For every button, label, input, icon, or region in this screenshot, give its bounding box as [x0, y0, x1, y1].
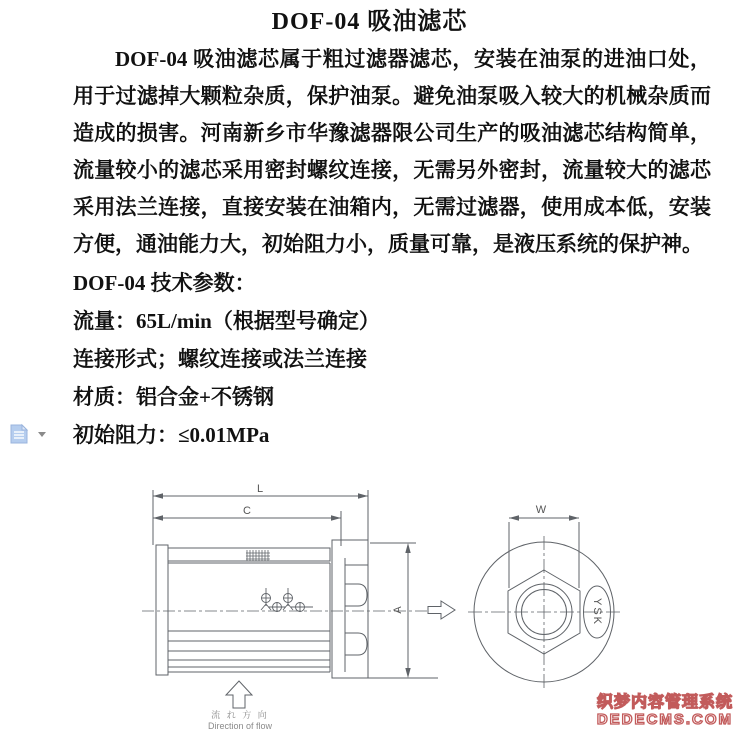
- dim-label-L: L: [256, 483, 264, 495]
- left-end-cap: [156, 545, 168, 675]
- spec-flow-rate: 流量：65L/min（根据型号确定）: [73, 309, 380, 333]
- fitting-block: [332, 540, 368, 678]
- flow-label-jp: 流 れ 方 向: [211, 710, 269, 720]
- spec-connection-type: 连接形式；螺纹连接或法兰连接: [73, 347, 367, 371]
- paste-options-button[interactable]: [8, 422, 50, 448]
- chevron-down-icon: [38, 432, 46, 437]
- cms-watermark: [597, 694, 733, 728]
- dim-label-A: A: [392, 606, 404, 614]
- port-symbols: [261, 588, 313, 612]
- cms-watermark-domain: DEDECMS.COM: [596, 711, 733, 728]
- paste-document-icon: [8, 422, 30, 446]
- hatch-marks: [246, 550, 270, 561]
- spec-material: 材质：铝合金+不锈钢: [73, 385, 274, 409]
- intro-paragraph: DOF-04 吸油滤芯属于粗过滤器滤芯，安装在油泵的进油口处，用于过滤掉大颗粒杂质，保护油泵。避免油泵吸入较大的机械杂质而造成的损害。河南新乡市华豫滤器限公司生产的吸油滤芯结构简单，流量较小的滤芯采用密封螺纹连接，无需另外密封，流量较大的滤芯采用法兰连接，直接安装在油箱内，无需过滤器，使用成本低，安装方便，通油能力大，初始阻力小，质量可靠，是液压系统的保护神。: [73, 47, 711, 256]
- flow-direction-arrow: [226, 681, 252, 708]
- page-title: DOF-04 吸油滤芯: [271, 9, 468, 35]
- spec-list: [73, 264, 711, 454]
- side-view: [142, 490, 450, 708]
- spec-params-heading: DOF-04 技术参数：: [73, 271, 256, 295]
- flow-label-en: Direction of flow: [207, 721, 273, 731]
- brand-label: YSK: [591, 597, 603, 627]
- filter-body: [168, 563, 330, 672]
- cms-watermark-cn: 织梦内容管理系统: [596, 694, 733, 711]
- dim-label-C: C: [243, 505, 251, 517]
- dim-label-W: W: [535, 504, 547, 516]
- top-plate: [168, 548, 330, 563]
- spec-initial-resistance: 初始阻力：≤0.01MPa: [73, 423, 270, 447]
- view-connector-arrow-icon: [428, 601, 455, 619]
